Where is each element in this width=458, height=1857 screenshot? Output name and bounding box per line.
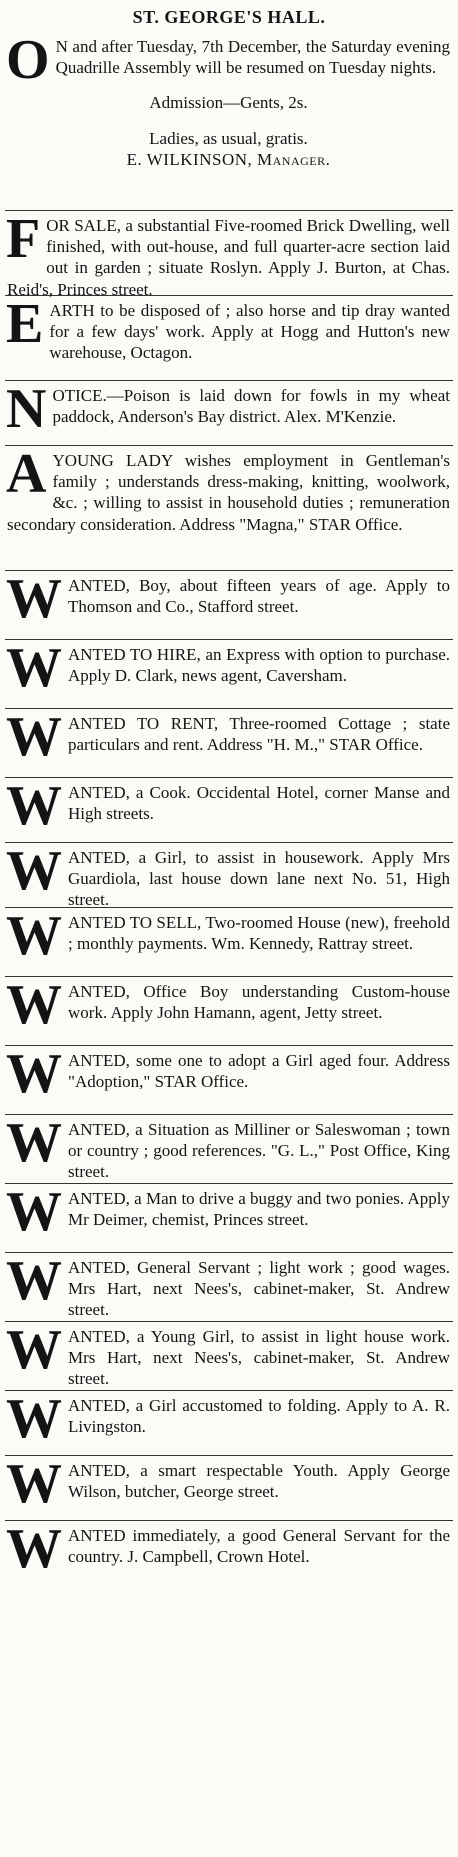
ad-body: ANTED TO SELL, Two-roomed House (new), freehold ; monthly payments. Wm. Kennedy, Rattray street.: [68, 913, 450, 954]
drop-cap: W: [6, 1043, 62, 1105]
drop-cap: W: [6, 1518, 62, 1580]
drop-cap: W: [6, 1250, 62, 1312]
drop-cap: A: [6, 443, 47, 505]
ad-body: ANTED immediately, a good General Servant for the country. J. Campbell, Crown Hotel.: [68, 1526, 450, 1567]
ad-body: N and after Tuesday, 7th December, the Saturday evening Quadrille Assembly will be resumed on Tuesday nights.: [55, 37, 450, 78]
drop-cap: W: [6, 1319, 62, 1381]
ad-ladies: Ladies, as usual, gratis.: [149, 128, 308, 148]
drop-cap: W: [6, 1453, 62, 1515]
ad-wanted-cook: [5, 775, 453, 842]
ad-manager: E. WILKINSON, Manager.: [126, 149, 331, 169]
ad-wanted-office-boy: [5, 974, 453, 1045]
ad-for-sale: [5, 208, 453, 299]
ad-body: ANTED, a Girl accustomed to folding. Apply to A. R. Livingston.: [68, 1396, 450, 1437]
ad-wanted-man-buggy: [5, 1181, 453, 1252]
drop-cap: W: [6, 974, 62, 1036]
ad-wanted-milliner: [5, 1112, 453, 1183]
drop-cap: W: [6, 905, 62, 967]
ad-wanted-girl-folding: [5, 1388, 453, 1455]
ad-body: OTICE.—Poison is laid down for fowls in my wheat paddock, Anderson's Bay district. Alex. M'Kenzie.: [52, 386, 450, 427]
ad-body: ANTED, a Girl, to assist in housework. Apply Mrs Guardiola, last house down lane next No. 51, High street.: [68, 848, 450, 910]
drop-cap: O: [6, 29, 50, 91]
ad-body: ANTED, Boy, about fifteen years of age. Apply to Thomson and Co., Stafford street.: [68, 576, 450, 617]
drop-cap: W: [6, 706, 62, 768]
ad-wanted-general-servant: [5, 1250, 453, 1321]
ad-body: YOUNG LADY wishes employment in Gentleman's family ; understands dress-making, knitting, woolwork, &c. ; willing to assist in household duties ; remuneration secondary consideration. Address "Magna," STAR Office.: [7, 451, 450, 534]
ad-wanted-boy: [5, 568, 453, 639]
drop-cap: F: [6, 208, 41, 270]
ad-wanted-servant-country: [5, 1518, 453, 1591]
ad-st-georges-hall: [5, 29, 453, 169]
ad-body: ANTED, a Situation as Milliner or Saleswoman ; town or country ; good references. "G. L.," Post Office, King street.: [68, 1120, 450, 1182]
ad-body: ANTED, a Man to drive a buggy and two ponies. Apply Mr Deimer, chemist, Princes street.: [68, 1189, 450, 1230]
ad-body: ANTED, some one to adopt a Girl aged four. Address "Adoption," STAR Office.: [68, 1051, 450, 1092]
ad-wanted-adopt-girl: [5, 1043, 453, 1114]
ad-body: ANTED, General Servant ; light work ; good wages. Mrs Hart, next Nees's, cabinet-maker, St. Andrew street.: [68, 1258, 450, 1320]
drop-cap: W: [6, 775, 62, 837]
classified-column: [5, 0, 453, 1591]
drop-cap: W: [6, 568, 62, 630]
ad-wanted-to-rent: [5, 706, 453, 777]
ad-wanted-girl-housework: [5, 840, 453, 910]
ad-admission: Admission—Gents, 2s.: [149, 93, 308, 113]
ad-body: ANTED TO RENT, Three-roomed Cottage ; state particulars and rent. Address "H. M.," STAR Office.: [68, 714, 450, 755]
drop-cap: E: [6, 293, 44, 355]
ad-body: ANTED, Office Boy understanding Custom-house work. Apply John Hamann, agent, Jetty street.: [68, 982, 450, 1023]
drop-cap: N: [6, 378, 47, 440]
drop-cap: W: [6, 840, 62, 902]
ad-body: ANTED, a Cook. Occidental Hotel, corner Manse and High streets.: [68, 783, 450, 824]
ad-wanted-young-girl: [5, 1319, 453, 1390]
ad-body: ANTED TO HIRE, an Express with option to purchase. Apply D. Clark, news agent, Caversham.: [68, 645, 450, 686]
ad-young-lady: [5, 443, 453, 570]
headline: ST. GEORGE'S HALL.: [132, 7, 326, 27]
drop-cap: W: [6, 1181, 62, 1243]
ad-body: ANTED, a Young Girl, to assist in light house work. Mrs Hart, next Nees's, cabinet-maker, St. Andrew street.: [68, 1327, 450, 1389]
ad-wanted-youth: [5, 1453, 453, 1520]
drop-cap: W: [6, 1112, 62, 1174]
ad-notice: [5, 378, 453, 445]
ad-body: ARTH to be disposed of ; also horse and tip dray wanted for a few days' work. Apply at Hogg and Hutton's new warehouse, Octagon.: [49, 301, 450, 363]
ad-wanted-to-hire: [5, 637, 453, 708]
ad-earth: [5, 293, 453, 380]
ad-wanted-to-sell: [5, 905, 453, 976]
ad-body: ANTED, a smart respectable Youth. Apply George Wilson, butcher, George street.: [68, 1461, 450, 1502]
ad-body: OR SALE, a substantial Five-roomed Brick Dwelling, well finished, with out-house, and full quarter-acre section laid out in garden ; situate Roslyn. Apply J. Burton, at Chas. Reid's, Princes street.: [7, 216, 450, 299]
drop-cap: W: [6, 1388, 62, 1450]
drop-cap: W: [6, 637, 62, 699]
